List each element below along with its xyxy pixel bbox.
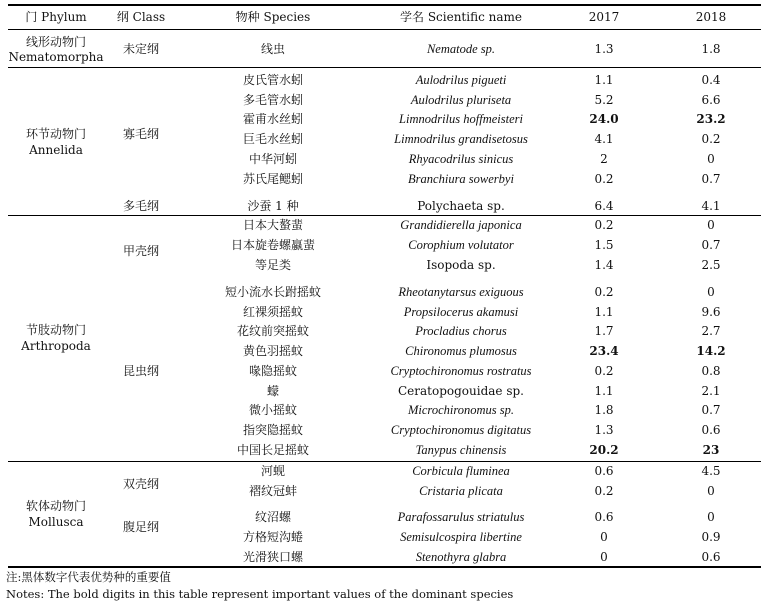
phylum-cn: 节肢动物门 <box>25 323 87 337</box>
species-name: 褶纹冠蚌 <box>248 484 298 498</box>
header-species: 物种 Species <box>235 10 311 24</box>
class-label: 双壳纲 <box>122 477 160 491</box>
value-2018: 0.8 <box>701 364 721 378</box>
value-2018: 6.6 <box>701 93 721 107</box>
value-2017: 1.8 <box>594 403 614 417</box>
header-scientific-name: 学名 Scientific name <box>400 10 522 24</box>
value-2018: 0.6 <box>701 550 721 564</box>
species-name: 蠓 <box>266 384 280 398</box>
group-rule-1 <box>8 67 761 68</box>
species-name: 短小流水长跗摇蚊 <box>224 285 322 299</box>
species-name: 指突隐摇蚊 <box>242 423 304 437</box>
header-class: 纲 Class <box>116 10 166 24</box>
value-2017: 0.2 <box>594 285 614 299</box>
species-name: 红裸须摇蚊 <box>242 305 304 319</box>
value-2018: 2.1 <box>701 384 721 398</box>
value-2018: 23 <box>702 443 720 457</box>
species-name: 日本旋卷螺蠃蜚 <box>230 238 316 252</box>
scientific-name: Procladius chorus <box>415 324 507 338</box>
species-name: 线虫 <box>260 42 286 56</box>
value-2018: 0.7 <box>701 172 721 186</box>
table-bottom-rule <box>8 566 761 568</box>
value-2018: 0.7 <box>701 238 721 252</box>
species-name: 中华河蚓 <box>248 152 298 166</box>
scientific-name: Branchiura sowerbyi <box>408 172 514 186</box>
scientific-name: Microchironomus sp. <box>407 403 515 417</box>
species-name: 中国长足摇蚊 <box>236 443 310 457</box>
value-2017: 2 <box>600 152 608 166</box>
class-label: 未定纲 <box>122 42 160 56</box>
scientific-name: Limnodrilus grandisetosus <box>394 132 528 146</box>
scientific-name: Corophium volutator <box>408 238 514 252</box>
species-name: 喙隐摇蚊 <box>248 364 298 378</box>
species-name: 日本大螯蜚 <box>242 218 304 232</box>
scientific-name: Aulodrilus pluriseta <box>410 93 512 107</box>
value-2018: 0.6 <box>701 423 721 437</box>
species-name: 纹沼螺 <box>254 510 292 524</box>
species-name: 多毛管水蚓 <box>242 93 304 107</box>
scientific-name: Cristaria plicata <box>419 484 503 498</box>
phylum-en: Nematomorpha <box>8 50 104 64</box>
value-2018: 23.2 <box>696 112 726 126</box>
scientific-name: Nematode sp. <box>426 42 496 56</box>
value-2017: 0.6 <box>594 510 614 524</box>
value-2018: 4.5 <box>701 464 721 478</box>
value-2017: 5.2 <box>594 93 614 107</box>
value-2017: 1.4 <box>594 258 614 272</box>
value-2017: 1.3 <box>594 423 614 437</box>
table-top-rule <box>8 4 761 6</box>
value-2018: 0 <box>707 285 715 299</box>
value-2017: 1.1 <box>594 384 614 398</box>
phylum-cn: 线形动物门 <box>25 35 87 49</box>
scientific-name: Rhyacodrilus sinicus <box>408 152 514 166</box>
value-2017: 1.7 <box>594 324 614 338</box>
value-2017: 1.1 <box>594 73 614 87</box>
value-2017: 1.5 <box>594 238 614 252</box>
value-2018: 0 <box>707 484 715 498</box>
value-2017: 0.2 <box>594 218 614 232</box>
scientific-name: Corbicula fluminea <box>412 464 510 478</box>
value-2018: 0.9 <box>701 530 721 544</box>
phylum-en: Annelida <box>29 143 83 157</box>
scientific-name: Parafossarulus striatulus <box>397 510 525 524</box>
value-2017: 0 <box>600 550 608 564</box>
scientific-name: Stenothyra glabra <box>415 550 507 564</box>
value-2017: 0 <box>600 530 608 544</box>
header-2017: 2017 <box>588 10 620 24</box>
scientific-name: Polychaeta sp. <box>417 199 505 213</box>
value-2018: 0 <box>707 152 715 166</box>
value-2018: 0 <box>707 218 715 232</box>
value-2018: 0.7 <box>701 403 721 417</box>
scientific-name: Propsilocerus akamusi <box>403 305 519 319</box>
phylum-cn: 软体动物门 <box>25 499 87 513</box>
value-2018: 0 <box>707 510 715 524</box>
group-rule-2 <box>8 215 761 216</box>
species-name: 皮氏管水蚓 <box>242 73 304 87</box>
value-2018: 2.7 <box>701 324 721 338</box>
note-en: Notes: The bold digits in this table represent important values of the dominant species <box>6 587 514 601</box>
value-2017: 6.4 <box>594 199 614 213</box>
header-phylum: 门 Phylum <box>25 10 87 24</box>
value-2017: 1.1 <box>594 305 614 319</box>
value-2017: 4.1 <box>594 132 614 146</box>
scientific-name: Aulodrilus pigueti <box>415 73 507 87</box>
class-label: 昆虫纲 <box>122 364 160 378</box>
scientific-name: Isopoda sp. <box>426 258 496 272</box>
class-label: 多毛纲 <box>122 199 160 213</box>
header-rule <box>8 29 761 30</box>
value-2018: 4.1 <box>701 199 721 213</box>
scientific-name: Chironomus plumosus <box>405 344 517 358</box>
species-name: 黄色羽摇蚊 <box>242 344 304 358</box>
scientific-name: Limnodrilus hoffmeisteri <box>399 112 523 126</box>
class-label: 甲壳纲 <box>122 244 160 258</box>
phylum-cn: 环节动物门 <box>25 127 87 141</box>
phylum-en: Mollusca <box>28 515 84 529</box>
species-name: 光滑狭口螺 <box>242 550 304 564</box>
species-name: 河蚬 <box>260 464 286 478</box>
group-rule-3 <box>8 461 761 462</box>
value-2017: 24.0 <box>589 112 619 126</box>
value-2017: 0.6 <box>594 464 614 478</box>
scientific-name: Cryptochironomus digitatus <box>390 423 532 437</box>
species-name: 苏氏尾鳃蚓 <box>242 172 304 186</box>
species-name: 方格短沟蜷 <box>242 530 304 544</box>
value-2018: 2.5 <box>701 258 721 272</box>
header-2018: 2018 <box>695 10 727 24</box>
species-name: 霍甫水丝蚓 <box>242 112 304 126</box>
species-name: 沙蚕 1 种 <box>247 199 299 213</box>
species-name: 巨毛水丝蚓 <box>242 132 304 146</box>
value-2017: 0.2 <box>594 172 614 186</box>
value-2017: 20.2 <box>589 443 619 457</box>
value-2018: 14.2 <box>696 344 726 358</box>
scientific-name: Cryptochironomus rostratus <box>390 364 532 378</box>
scientific-name: Rheotanytarsus exiguous <box>398 285 524 299</box>
scientific-name: Ceratopogouidae sp. <box>397 384 525 398</box>
class-label: 腹足纲 <box>122 520 160 534</box>
scientific-name: Semisulcospira libertine <box>400 530 522 544</box>
value-2018: 0.4 <box>701 73 721 87</box>
species-name: 花纹前突摇蚊 <box>236 324 310 338</box>
value-2018: 9.6 <box>701 305 721 319</box>
species-name: 微小摇蚊 <box>248 403 298 417</box>
class-label: 寡毛纲 <box>122 127 160 141</box>
value-2017: 23.4 <box>589 344 619 358</box>
value-2017: 0.2 <box>594 484 614 498</box>
species-name: 等足类 <box>254 258 292 272</box>
scientific-name: Tanypus chinensis <box>415 443 507 457</box>
value-2018: 1.8 <box>701 42 721 56</box>
value-2017: 1.3 <box>594 42 614 56</box>
value-2018: 0.2 <box>701 132 721 146</box>
scientific-name: Grandidierella japonica <box>400 218 522 232</box>
note-cn: 注:黑体数字代表优势种的重要值 <box>6 570 171 584</box>
value-2017: 0.2 <box>594 364 614 378</box>
phylum-en: Arthropoda <box>21 339 91 353</box>
